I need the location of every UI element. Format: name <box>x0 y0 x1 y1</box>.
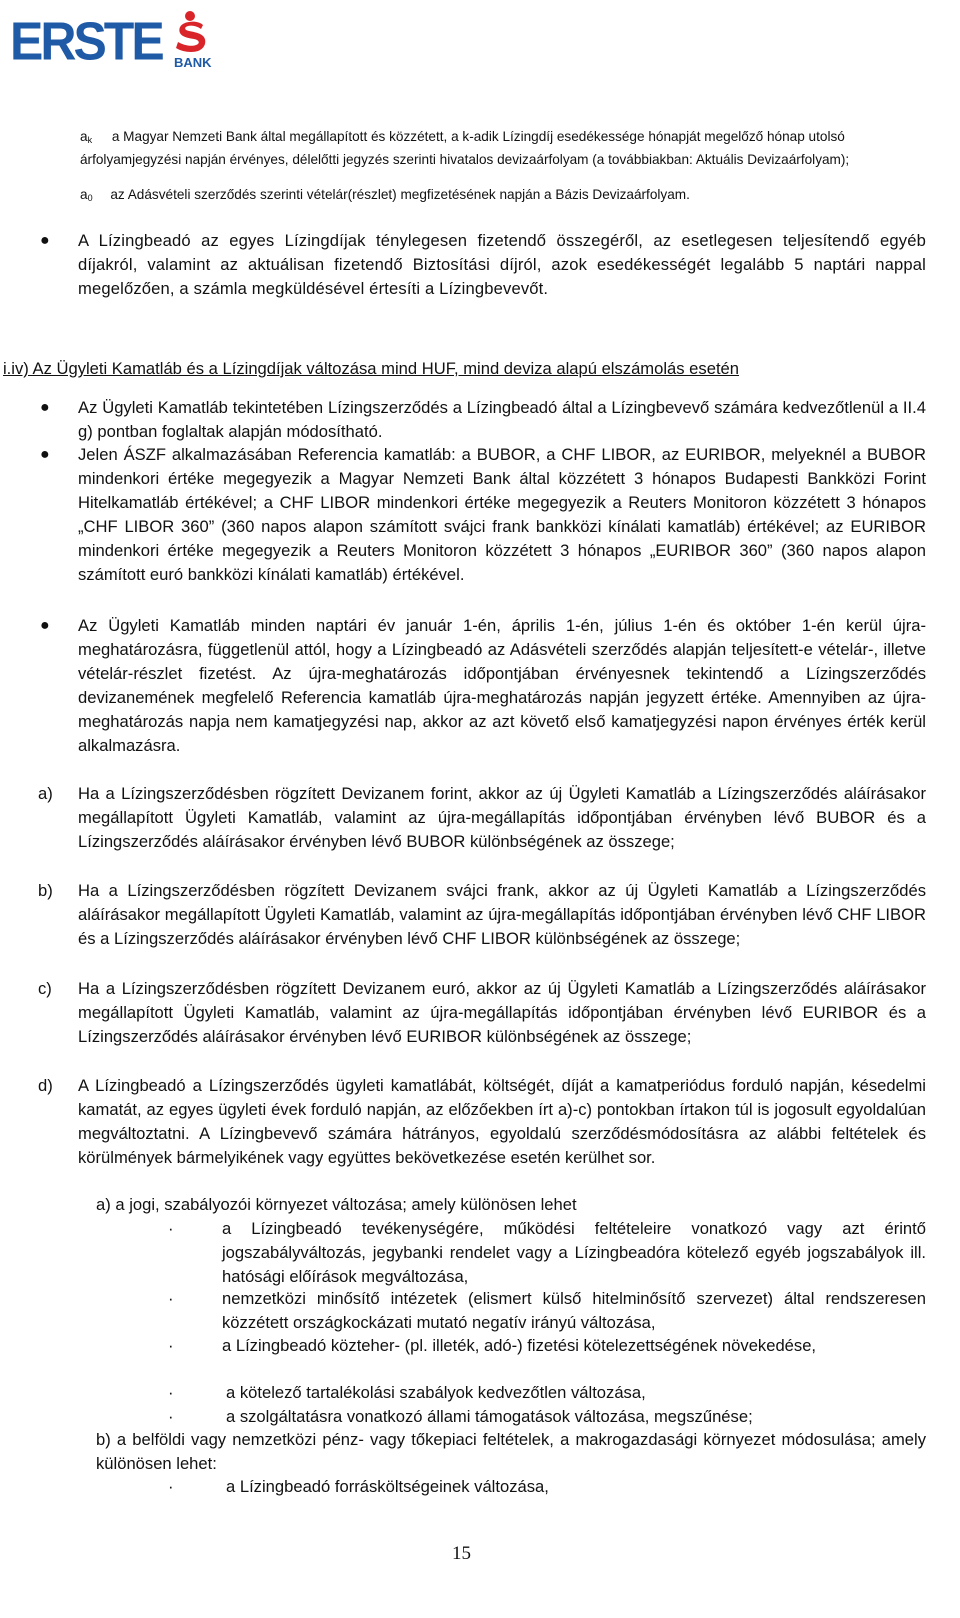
sub-b-title: b) a belföldi vagy nemzetközi pénz- vagy tőkepiaci feltételek, a makrogazdasági környezet módosulása; amely különösen lehet: <box>96 1430 926 1473</box>
item-paragraph: Ha a Lízingszerződésben rögzített Devizanem svájci frank, akkor az új Ügyleti Kamatláb a Lízingszerződés aláírásakor megállapított Ügyleti Kamatláb, valamint az újra-megállapítás időpontjában érvényben lévő CHF LIBOR és a Lízingszerződés aláírásakor érvényben lévő CHF LIBOR különbségének az összege; <box>78 881 926 948</box>
item-marker: a) <box>38 784 53 803</box>
notice-paragraph: A Lízingbeadó az egyes Lízingdíjak ténylegesen fizetendő összegéről, az esetlegesen teljesítendő egyéb díjakról, valamint az aktuálisan fizetendő Biztosítási díjról, azok esedékességét legalább 5 naptári nappal megelőzően, a számla megküldésével értesíti a Lízingbevevőt. <box>78 231 926 298</box>
item-marker: d) <box>38 1076 53 1095</box>
bullet-icon: ● <box>40 446 50 463</box>
ak-text: a Magyar Nemzeti Bank által megállapított és közzétett, a k-adik Lízingdíj esedékessége hónapját megelőző hónap utolsó árfolyamjegyzési napján érvényes, délelőtti jegyzés szerinti hivatalos devizaárfolyam (a továbbiakban: Aktuális Devizaárfolyam); <box>80 129 850 167</box>
sub-b-point: a Lízingbeadó forrásköltségeinek változása, <box>226 1477 549 1496</box>
sub-point-dot: · <box>168 1407 174 1426</box>
a0-text: az Adásvételi szerződés szerinti vételár(részlet) megfizetésének napján a Bázis Devizaárfolyam. <box>110 187 690 202</box>
sub-a-point: a Lízingbeadó közteher- (pl. illeték, adó-) fizetési kötelezettségének növekedése, <box>222 1336 817 1355</box>
logo-wordmark: ERSTE <box>10 10 162 72</box>
bullet-paragraph: Az Ügyleti Kamatláb minden naptári év január 1-én, április 1-én, július 1-én és október 1-én kerül újra-meghatározásra, függetlenül attól, hogy a Lízingbeadó az Adásvételi szerződés alapján teljesített-e vételár-, illetve vételár-részlet fizetést. Az újra-meghatározás időpontjában érvényesnek tekintendő a Lízingszerződés devizanemének megfelelő Referencia kamatláb újra-meghatározás napján jegyzett értéke. Amennyiben az újra-meghatározás napja nem kamatjegyzési nap, akkor az azt követő első kamatjegyzési napon érvényes érték kerül alkalmazásra. <box>78 616 926 755</box>
sub-point-dot: · <box>168 1219 174 1238</box>
logo-bank-label: BANK <box>174 55 212 70</box>
item-paragraph: A Lízingbeadó a Lízingszerződés ügyleti kamatlábát, költségét, díját a kamatperiódus forduló napján, késedelmi kamatát, az egyes ügyleti évek forduló napján, az előzőekben írt a)-c) pontokban írtakon túl is jogosult egyoldalúan megváltoztatni. A Lízingbevevő számára hátrányos, egyoldalú szerződésmódosításra az alábbi feltételek és körülmények bármelyikének vagy együttes bekövetkezése esetén kerülhet sor. <box>78 1076 926 1167</box>
sub-point-dot: · <box>168 1336 174 1355</box>
sub-a-point: a kötelező tartalékolási szabályok kedvezőtlen változása, <box>226 1383 646 1402</box>
logo-s-symbol-icon <box>170 10 210 56</box>
definition-ak <box>80 127 926 169</box>
bullet-paragraph: Az Ügyleti Kamatláb tekintetében Lízingszerződés a Lízingbeadó által a Lízingbevevő számára kedvezőtlenül a II.4 g) pontban foglaltak alapján módosítható. <box>78 398 926 441</box>
bullet-icon: ● <box>40 617 50 634</box>
bullet-icon: ● <box>40 399 50 416</box>
bullet-paragraph: Jelen ÁSZF alkalmazásában Referencia kamatláb: a BUBOR, a CHF LIBOR, az EURIBOR, melyeknél a BUBOR mindenkori értéke megegyezik a Magyar Nemzeti Bank által közzétett 3 hónapos Budapesti Bankközi Forint Hitelkamatláb értékével; a CHF LIBOR mindenkori értéke megegyezik a Reuters Monitoron közzétett 3 hónapos „CHF LIBOR 360” (360 napos alapon számított svájci frank bankközi kínálati kamatláb) értékével; az EURIBOR mindenkori értéke megegyezik a Reuters Monitoron közzétett 3 hónapos „EURIBOR 360” (360 napos alapon számított euró bankközi kínálati kamatláb) értékével. <box>78 445 926 584</box>
sub-a-point: nemzetközi minősítő intézetek (elismert külső hitelminősítő szervezet) által rendszeresen közzétett országkockázati mutató negatív irányú változása, <box>222 1289 926 1332</box>
sub-point-dot: · <box>168 1289 174 1308</box>
sub-a-point: a Lízingbeadó tevékenységére, működési feltételeire vonatkozó vagy azt érintő jogszabályváltozás, jegybanki rendelet vagy a Lízingbeadóra kötelező egyéb jogszabályok ill. hatósági előírások megváltozása, <box>222 1219 926 1286</box>
page-number: 15 <box>452 1543 471 1564</box>
item-marker: c) <box>38 979 52 998</box>
sub-a-title: a) a jogi, szabályozói környezet változása; amely különösen lehet <box>96 1195 577 1214</box>
sub-point-dot: · <box>168 1383 174 1402</box>
erste-bank-logo <box>10 6 212 72</box>
item-paragraph: Ha a Lízingszerződésben rögzített Devizanem euró, akkor az új Ügyleti Kamatláb a Lízingszerződés aláírásakor megállapított Ügyleti Kamatláb, valamint az újra-megállapítás időpontjában érvényben lévő EURIBOR és a Lízingszerződés aláírásakor érvényben lévő EURIBOR különbségének az összege; <box>78 979 926 1046</box>
a0-symbol: $a_0$ <box>80 187 93 203</box>
section-heading: i.iv) Az Ügyleti Kamatláb és a Lízingdíjak változása mind HUF, mind deviza alapú elszámolás esetén <box>3 359 740 378</box>
definition-a0 <box>80 185 926 208</box>
sub-point-dot: · <box>168 1477 174 1496</box>
sub-a-point: a szolgáltatásra vonatkozó állami támogatások változása, megszűnése; <box>226 1407 753 1426</box>
item-marker: b) <box>38 881 53 900</box>
ak-symbol: $a_k$ <box>80 129 93 145</box>
bullet-icon: ● <box>40 232 50 249</box>
item-paragraph: Ha a Lízingszerződésben rögzített Devizanem forint, akkor az új Ügyleti Kamatláb a Lízingszerződés aláírásakor megállapított Ügyleti Kamatláb, valamint az újra-megállapítás időpontjában érvényben lévő BUBOR és a Lízingszerződés aláírásakor érvényben lévő BUBOR különbségének az összege; <box>78 784 926 851</box>
